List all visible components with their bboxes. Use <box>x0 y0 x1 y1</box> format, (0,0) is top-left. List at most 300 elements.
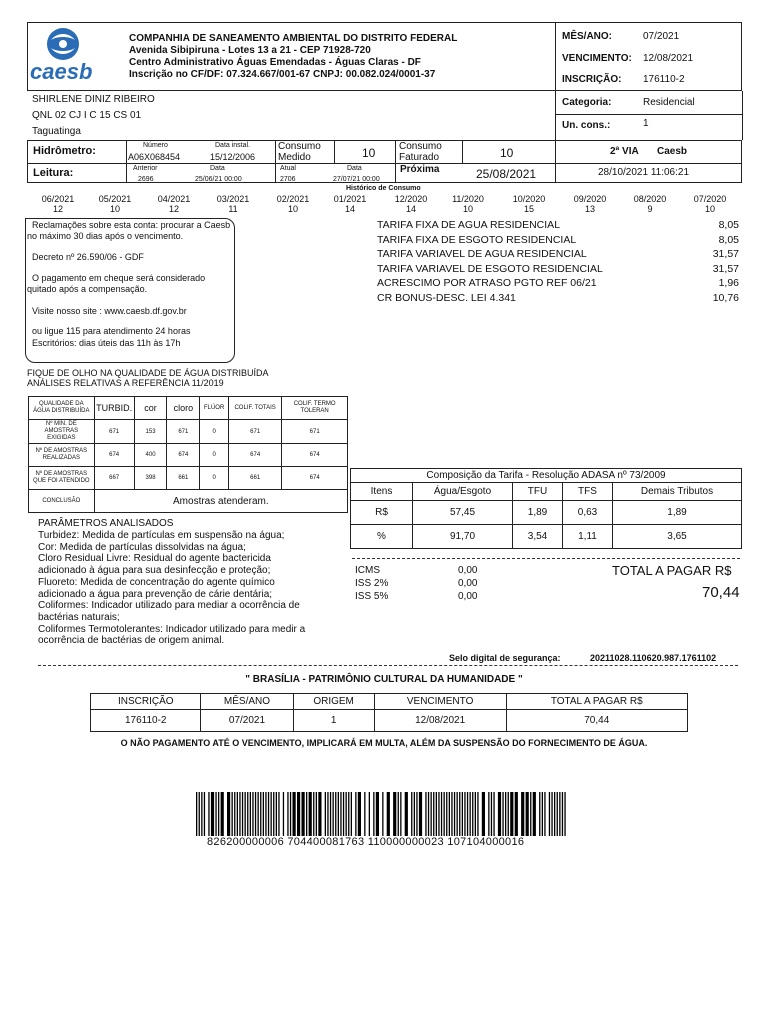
parametro-line: adicionado a água para prevenção de cárie dentária; <box>38 588 273 600</box>
un-cons-label: Un. cons.: <box>562 120 611 131</box>
vencimento-label: VENCIMENTO: <box>562 53 632 64</box>
barcode-bar <box>464 792 465 836</box>
iss5-label: ISS 5% <box>355 591 389 602</box>
barcode-bar <box>227 792 230 836</box>
barcode-bar <box>472 792 473 836</box>
barcode-bar <box>551 792 552 836</box>
composicao-cell: 1,89 <box>513 501 563 525</box>
barcode-bar <box>564 792 565 836</box>
barcode-bar <box>491 792 492 836</box>
composicao-title: Composição da Tarifa - Resolução ADASA nº 73/2009 <box>351 469 742 483</box>
icms-value: 0,00 <box>458 565 478 576</box>
data-instal-label: Data instal. <box>215 142 251 149</box>
historico-item <box>565 194 615 214</box>
barcode-bar <box>364 792 365 836</box>
barcode-bar <box>457 792 458 836</box>
tarifa-value: 10,76 <box>712 292 739 304</box>
barcode-bar <box>215 792 216 836</box>
barcode-bar <box>436 792 437 836</box>
barcode-bar <box>196 792 197 836</box>
barcode-bar <box>446 792 447 836</box>
table-row <box>91 710 688 732</box>
barcode-bar <box>502 792 503 836</box>
vencimento-value: 12/08/2021 <box>643 53 694 64</box>
quality-cell: 674 <box>167 444 200 467</box>
barcode-bar <box>393 792 396 836</box>
composicao-cell: 3,65 <box>613 525 742 549</box>
table-row <box>351 525 742 549</box>
barcode-bar <box>505 792 506 836</box>
historico-value: 12 <box>168 204 179 214</box>
historico-item <box>504 194 554 214</box>
barcode-bar <box>387 792 390 836</box>
table-row <box>29 467 348 490</box>
composicao-header: Itens <box>351 483 413 501</box>
parametro-line: Fluoreto: Medida de concentração do agente químico <box>38 576 275 588</box>
barcode-bar <box>302 792 305 836</box>
selo-value: 20211028.110620.987.1761102 <box>590 653 717 663</box>
historico-month: 05/2021 <box>98 194 132 204</box>
barcode-bar <box>539 792 540 836</box>
notice-line-4: O pagamento em cheque será considerado <box>32 273 206 283</box>
quality-cell: 671 <box>94 420 134 444</box>
barcode-bar <box>250 792 251 836</box>
historico-item <box>149 194 199 214</box>
categoria-value: Residencial <box>643 97 695 108</box>
barcode-bar <box>477 792 478 836</box>
un-cons-value: 1 <box>643 118 649 129</box>
quality-cell: 674 <box>282 467 348 490</box>
barcode-bar <box>414 792 415 836</box>
composicao-cell: 3,54 <box>513 525 563 549</box>
quality-header: cloro <box>167 397 200 420</box>
historico-value: 9 <box>647 204 653 214</box>
stub-header: VENCIMENTO <box>374 694 506 710</box>
quality-cell: 0 <box>200 467 229 490</box>
composicao-table <box>350 468 742 549</box>
quality-cell: 674 <box>228 444 281 467</box>
historico-value: 11 <box>228 204 238 214</box>
data1-value: 25/06/21 00:00 <box>195 176 242 183</box>
leitura-label: Leitura: <box>33 167 74 179</box>
iss5-value: 0,00 <box>458 591 478 602</box>
barcode-bar <box>273 792 274 836</box>
barcode-bar <box>542 792 543 836</box>
tarifa-value: 8,05 <box>718 219 739 231</box>
barcode-bar <box>268 792 269 836</box>
barcode-bar <box>428 792 429 836</box>
barcode-bar <box>204 792 205 836</box>
quality-header: FLÚOR <box>200 397 229 420</box>
notice-line-8: Escritórios: dias úteis das 11h às 17h <box>32 338 181 348</box>
barcode-bar <box>470 792 471 836</box>
tarifa-value: 1,96 <box>718 277 739 290</box>
barcode-bar <box>544 792 545 836</box>
barcode-bar <box>459 792 460 836</box>
notice-line-1: Reclamações sobre esta conta: procurar a Caesb <box>32 220 231 230</box>
barcode-bar <box>526 792 529 836</box>
categoria-label: Categoria: <box>562 97 612 108</box>
barcode-bar <box>482 792 485 836</box>
barcode-bar <box>340 792 341 836</box>
barcode-bar <box>276 792 277 836</box>
table-row <box>351 501 742 525</box>
parametro-line: ocorrência de bactérias de origem animal. <box>38 635 225 647</box>
barcode-bar <box>237 792 238 836</box>
notice-line-2: no máximo 30 dias após o vencimento. <box>27 231 184 241</box>
barcode-bar <box>348 792 349 836</box>
barcode-bar <box>444 792 445 836</box>
quality-cell: 671 <box>282 420 348 444</box>
barcode-bar <box>265 792 266 836</box>
quality-cell: 400 <box>134 444 167 467</box>
barcode-bar <box>338 792 339 836</box>
composicao-cell: 91,70 <box>413 525 513 549</box>
barcode-bar <box>467 792 468 836</box>
barcode-bar <box>242 792 243 836</box>
notice-line-7: ou ligue 115 para atendimento 24 horas <box>32 326 191 336</box>
barcode-bar <box>376 792 379 836</box>
barcode-bar <box>313 792 314 836</box>
quality-header: COLIF. TERMO TOLERAN <box>282 397 348 420</box>
barcode-bar <box>351 792 352 836</box>
caesb-logo <box>30 26 96 86</box>
stub-header: TOTAL A PAGAR R$ <box>506 694 687 710</box>
tarifa-label: CR BONUS-DESC. LEI 4.341 <box>377 292 516 304</box>
historico-item <box>443 194 493 214</box>
caesb-logo-icon <box>43 26 83 62</box>
parametro-line: Cloro Residual Livre: Residual do agente bactericida <box>38 553 271 565</box>
barcode-bar <box>255 792 256 836</box>
stub-cell: 07/2021 <box>201 710 293 732</box>
stub-header: ORIGEM <box>293 694 374 710</box>
conclusao-value: Amostras atenderam. <box>94 490 347 513</box>
tarifa-row <box>377 263 739 275</box>
barcode-bar <box>211 792 214 836</box>
quality-cell: 0 <box>200 420 229 444</box>
barcode-bar <box>549 792 550 836</box>
barcode <box>196 792 566 836</box>
customer-name: SHIRLENE DINIZ RIBEIRO <box>32 94 155 105</box>
customer-city: Taguatinga <box>32 126 81 137</box>
data1-label: Data <box>210 165 225 172</box>
historico-month: 01/2021 <box>333 194 367 204</box>
historico-value: 10 <box>462 204 473 214</box>
barcode-bar <box>433 792 434 836</box>
data2-value: 27/07/21 00:00 <box>333 176 380 183</box>
barcode-bar <box>454 792 455 836</box>
barcode-bar <box>218 792 219 836</box>
barcode-bar <box>247 792 248 836</box>
barcode-bar <box>562 792 563 836</box>
barcode-bar <box>521 792 524 836</box>
barcode-bar <box>335 792 336 836</box>
data-instal-value: 15/12/2006 <box>210 152 256 162</box>
notice-line-3: Decreto nº 26.590/06 - GDF <box>32 252 144 262</box>
quality-row-label: Nº MIN. DE AMOSTRAS EXIGIDAS <box>29 420 95 444</box>
selo-label: Selo digital de segurança: <box>449 653 561 663</box>
quality-header: QUALIDADE DA ÁGUA DISTRIBUÍDA <box>29 397 95 420</box>
historico-value: 14 <box>344 204 355 214</box>
historico-item <box>386 194 436 214</box>
barcode-number: 826200000006 704400081763 110000000023 107104000016 <box>207 836 525 848</box>
historico-title: Histórico de Consumo <box>346 185 421 192</box>
barcode-bar <box>493 792 494 836</box>
barcode-bar <box>263 792 264 836</box>
historico-month: 09/2020 <box>573 194 607 204</box>
barcode-bar <box>271 792 272 836</box>
barcode-bar <box>449 792 450 836</box>
barcode-bar <box>416 792 417 836</box>
barcode-bar <box>515 792 518 836</box>
barcode-bar <box>201 792 202 836</box>
barcode-bar <box>530 792 531 836</box>
quality-row-label: Nº DE AMOSTRAS QUE FOI ATENDIDO <box>29 467 95 490</box>
quality-cell: 674 <box>282 444 348 467</box>
logo-text: caesb <box>30 59 93 84</box>
quality-cell: 671 <box>167 420 200 444</box>
historico-item <box>325 194 375 214</box>
icms-label: ICMS <box>355 565 380 576</box>
barcode-bar <box>316 792 317 836</box>
historico-item <box>625 194 675 214</box>
tarifa-row <box>377 219 739 231</box>
inscricao-label: INSCRIÇÃO: <box>562 74 622 85</box>
barcode-bar <box>438 792 439 836</box>
barcode-bar <box>283 792 284 836</box>
composicao-header: Água/Esgoto <box>413 483 513 501</box>
consumo-medido-label: Consumo Medido <box>278 141 321 163</box>
proxima-value: 25/08/2021 <box>476 167 537 181</box>
barcode-bar <box>258 792 259 836</box>
barcode-bar <box>398 792 399 836</box>
warning-text: O NÃO PAGAMENTO ATÉ O VENCIMENTO, IMPLICARÁ EM MULTA, ALÉM DA SUSPENSÃO DO FORNECIMENTO DE ÁGUA. <box>120 738 648 748</box>
barcode-bar <box>488 792 489 836</box>
tarifa-row <box>377 292 739 304</box>
barcode-bar <box>451 792 452 836</box>
historico-month: 11/2020 <box>452 194 484 204</box>
emissao-value: 28/10/2021 11:06:21 <box>598 167 690 178</box>
stub-header: MÊS/ANO <box>201 694 293 710</box>
barcode-bar <box>287 792 288 836</box>
parametro-line: Turbidez: Medida de partículas em suspensão na água; <box>38 530 285 541</box>
via-label: 2ª VIA <box>610 146 639 157</box>
barcode-bar <box>411 792 412 836</box>
barcode-bar <box>557 792 558 836</box>
mes-ano-label: MÊS/ANO: <box>562 31 612 42</box>
tarifa-label: TARIFA FIXA DE AGUA RESIDENCIAL <box>377 219 561 231</box>
barcode-bar <box>333 792 334 836</box>
barcode-bar <box>498 792 501 836</box>
barcode-bar <box>475 792 476 836</box>
quality-row-label: Nº DE AMOSTRAS REALIZADAS <box>29 444 95 467</box>
numero-value: A06X068454 <box>128 152 181 162</box>
barcode-bar <box>343 792 344 836</box>
quality-header: COLIF. TOTAIS <box>228 397 281 420</box>
proxima-label: Próxima <box>400 164 440 175</box>
quality-title-1: FIQUE DE OLHO NA QUALIDADE DE ÁGUA DISTRIBUÍDA <box>27 368 269 378</box>
table-row <box>29 444 348 467</box>
composicao-cell: 1,11 <box>563 525 613 549</box>
barcode-bar <box>234 792 235 836</box>
stub-cell: 12/08/2021 <box>374 710 506 732</box>
composicao-cell: 57,45 <box>413 501 513 525</box>
composicao-cell: R$ <box>351 501 413 525</box>
composicao-cell: % <box>351 525 413 549</box>
tarifa-row <box>377 277 739 289</box>
historico-item <box>208 194 258 214</box>
historico-month: 08/2020 <box>633 194 667 204</box>
tarifa-value: 31,57 <box>712 248 739 261</box>
conclusao-label: CONCLUSÃO <box>29 490 95 513</box>
historico-item <box>685 194 735 214</box>
barcode-bar <box>239 792 240 836</box>
historico-month: 06/2021 <box>41 194 75 204</box>
barcode-bar <box>306 792 307 836</box>
iss2-value: 0,00 <box>458 578 478 589</box>
composicao-header: Demais Tributos <box>613 483 742 501</box>
barcode-bar <box>358 792 361 836</box>
barcode-bar <box>327 792 328 836</box>
company-center: Centro Administrativo Águas Emendadas - Águas Claras - DF <box>129 57 421 68</box>
historico-item <box>33 194 83 214</box>
barcode-bar <box>510 792 513 836</box>
barcode-bar <box>245 792 246 836</box>
historico-month: 04/2021 <box>157 194 191 204</box>
barcode-bar <box>318 792 321 836</box>
barcode-bar <box>554 792 555 836</box>
barcode-bar <box>252 792 253 836</box>
barcode-bar <box>346 792 347 836</box>
numero-label: Número <box>143 142 168 149</box>
quality-header: cor <box>134 397 167 420</box>
tarifa-value: 8,05 <box>718 233 739 246</box>
iss2-label: ISS 2% <box>355 578 389 589</box>
tarifa-label: ACRESCIMO POR ATRASO PGTO REF 06/21 <box>377 277 597 290</box>
inscricao-value: 176110-2 <box>643 74 685 85</box>
quality-title-2: ANÁLISES RELATIVAS A REFERÊNCIA 11/2019 <box>27 378 224 388</box>
historico-value: 10 <box>704 204 715 214</box>
parametro-line: Coliformes Termotolerantes: Indicador utilizado para medir a <box>38 623 306 635</box>
table-row <box>29 420 348 444</box>
historico-month: 03/2021 <box>216 194 250 204</box>
barcode-bar <box>297 792 300 836</box>
barcode-bar <box>330 792 331 836</box>
quality-cell: 674 <box>94 444 134 467</box>
barcode-bar <box>369 792 370 836</box>
barcode-bar <box>278 792 279 836</box>
total-value: 70,44 <box>702 584 740 601</box>
tarifa-row <box>377 234 739 246</box>
tarifa-value: 31,57 <box>712 262 739 275</box>
barcode-bar <box>419 792 422 836</box>
tarifa-row <box>377 248 739 260</box>
anterior-value: 2696 <box>138 176 154 183</box>
barcode-bar <box>441 792 442 836</box>
historico-month: 12/2020 <box>394 194 428 204</box>
stub-cell: 70,44 <box>506 710 687 732</box>
composicao-header: TFS <box>563 483 613 501</box>
parametros-title: PARÂMETROS ANALISADOS <box>38 518 174 529</box>
stub-table <box>90 693 688 732</box>
quality-cell: 661 <box>167 467 200 490</box>
historico-value: 15 <box>523 204 534 214</box>
barcode-bar <box>221 792 224 836</box>
composicao-header: TFU <box>513 483 563 501</box>
stub-cell: 176110-2 <box>91 710 201 732</box>
barcode-bar <box>431 792 432 836</box>
barcode-bar <box>355 792 356 836</box>
notice-line-5: quitado após a compensação. <box>27 284 148 294</box>
via-caesb: Caesb <box>657 146 688 157</box>
barcode-bar <box>559 792 560 836</box>
quality-cell: 0 <box>200 444 229 467</box>
historico-value: 10 <box>109 204 120 214</box>
barcode-bar <box>533 792 536 836</box>
quality-cell: 671 <box>228 420 281 444</box>
historico-value: 12 <box>52 204 63 214</box>
barcode-bar <box>400 792 401 836</box>
consumo-faturado-label: Consumo Faturado <box>399 141 442 163</box>
tarifa-label: TARIFA VARIAVEL DE ESGOTO RESIDENCIAL <box>377 262 603 275</box>
barcode-bar <box>290 792 291 836</box>
quality-cell: 661 <box>228 467 281 490</box>
historico-month: 07/2020 <box>693 194 727 204</box>
stub-header: INSCRIÇÃO <box>91 694 201 710</box>
parametro-line: bactérias naturais; <box>38 611 120 623</box>
barcode-bar <box>232 792 233 836</box>
composicao-cell: 0,63 <box>563 501 613 525</box>
consumo-faturado-value: 10 <box>500 146 514 160</box>
parametro-line: Cor: Medida de partículas dissolvidas na água; <box>38 541 246 553</box>
composicao-cell: 1,89 <box>613 501 742 525</box>
barcode-bar <box>462 792 463 836</box>
barcode-bar <box>260 792 261 836</box>
historico-value: 13 <box>584 204 595 214</box>
anterior-label: Anterior <box>133 165 158 172</box>
quality-table <box>28 396 348 513</box>
historico-month: 02/2021 <box>276 194 310 204</box>
barcode-bar <box>405 792 408 836</box>
barcode-bar <box>425 792 426 836</box>
barcode-bar <box>508 792 509 836</box>
barcode-bar <box>325 792 326 836</box>
customer-address: QNL 02 CJ I C 15 CS 01 <box>32 110 142 121</box>
table-row <box>29 490 348 513</box>
atual-value: 2706 <box>280 176 296 183</box>
parametro-line: adicionado à água para sua desinfecção e proteção; <box>38 565 271 577</box>
historico-value: 14 <box>405 204 416 214</box>
parametro-line: Coliformes: Indicador utilizado para mediar a ocorrência de <box>38 600 300 612</box>
historico-item <box>90 194 140 214</box>
barcode-bar <box>373 792 374 836</box>
hidrometro-label: Hidrômetro: <box>33 145 96 157</box>
stub-cell: 1 <box>293 710 374 732</box>
quality-cell: 667 <box>94 467 134 490</box>
historico-month: 10/2020 <box>512 194 546 204</box>
company-name: COMPANHIA DE SANEAMENTO AMBIENTAL DO DISTRITO FEDERAL <box>129 33 458 44</box>
total-label: TOTAL A PAGAR R$ <box>612 563 732 578</box>
slogan: " BRASÍLIA - PATRIMÔNIO CULTURAL DA HUMANIDADE " <box>245 674 523 685</box>
company-registration: Inscrição no CF/DF: 07.324.667/001-67 CNPJ: 00.082.024/0001-37 <box>129 69 436 80</box>
quality-header: TURBID. <box>94 397 134 420</box>
historico-value: 10 <box>287 204 298 214</box>
quality-cell: 398 <box>134 467 167 490</box>
data2-label: Data <box>347 165 362 172</box>
barcode-bar <box>382 792 383 836</box>
tarifa-label: TARIFA VARIAVEL DE AGUA RESIDENCIAL <box>377 248 587 261</box>
tarifa-label: TARIFA FIXA DE ESGOTO RESIDENCIAL <box>377 233 577 246</box>
